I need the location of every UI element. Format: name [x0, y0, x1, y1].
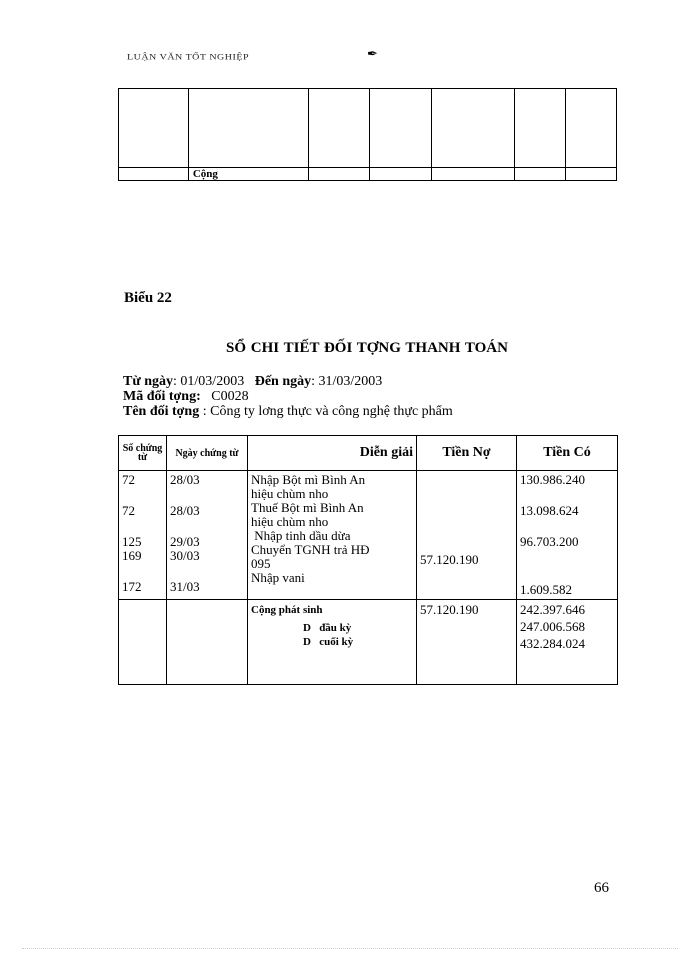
tien-no-column	[417, 471, 517, 600]
quill-pen-icon: ✒	[367, 46, 378, 61]
dien-giai-column	[248, 471, 417, 600]
page-header: LUẬN VĂN TỐT NGHIỆP	[127, 52, 249, 63]
so-value: 72	[122, 503, 135, 518]
ngay-value: 29/03	[170, 534, 200, 549]
cell	[370, 89, 432, 168]
cell	[515, 168, 566, 181]
total-label: Cộng	[188, 168, 308, 181]
cell	[515, 89, 566, 168]
so-value: 125	[122, 534, 142, 549]
dien-giai-line: 095	[251, 556, 271, 571]
tien-co-value: 1.609.582	[520, 582, 572, 597]
cell	[119, 168, 189, 181]
dien-giai-line: Nhập Bột mì Bình An	[251, 472, 366, 487]
cell	[432, 89, 515, 168]
col-header-tien-co: Tiền Có	[517, 436, 618, 471]
dien-giai-line: hiệu chùm nho	[251, 514, 329, 529]
totals-labels	[248, 600, 417, 685]
closing-co-value: 432.284.024	[520, 636, 585, 651]
so-value: 172	[122, 579, 142, 594]
dien-giai-line: hiệu chùm nho	[251, 486, 329, 501]
continued-table	[118, 88, 617, 181]
total-no-value: 57.120.190	[420, 602, 479, 617]
appendix-label: Biểu 22	[124, 290, 172, 306]
object-name-label: Tên đối tợng	[123, 404, 200, 419]
ngay-column	[167, 471, 248, 600]
object-code-label: Mã đối tợng:	[123, 389, 201, 404]
tien-co-value: 96.703.200	[520, 534, 579, 549]
object-name	[123, 404, 453, 419]
page-title: SỔ CHI TIẾT ĐỐI TỢNG THANH TOÁN	[226, 340, 508, 356]
cell	[188, 89, 308, 168]
ngay-value: 28/03	[170, 472, 200, 487]
so-value: 169	[122, 548, 142, 563]
page-number: 66	[594, 880, 609, 896]
date-from-value: : 01/03/2003	[173, 374, 245, 389]
object-code	[123, 389, 249, 404]
cell	[167, 600, 248, 685]
object-name-value: : Công ty lơng thực và công nghệ thực phẩm	[202, 404, 453, 419]
totals-label: Cộng phát sinh	[251, 604, 323, 616]
col-header-ngay: Ngày chứng từ	[167, 436, 248, 471]
col-header-so: Số chứng từ	[119, 436, 167, 471]
cell	[566, 168, 617, 181]
cell	[370, 168, 432, 181]
col-header-tien-no: Tiền Nợ	[417, 436, 517, 471]
opening-co-value: 247.006.568	[520, 619, 585, 634]
date-to-label: Đến ngày	[254, 374, 312, 389]
totals-no	[417, 600, 517, 685]
cell	[119, 89, 189, 168]
cell	[119, 600, 167, 685]
dien-giai-line: Chuyển TGNH trả HĐ	[251, 542, 370, 557]
cell	[308, 168, 370, 181]
cell	[308, 89, 370, 168]
tien-co-value: 130.986.240	[520, 472, 585, 487]
col-header-dien-giai: Diễn giải	[248, 436, 417, 471]
tien-co-value: 13.098.624	[520, 503, 579, 518]
opening-balance-label: D đầu kỳ	[303, 622, 352, 634]
totals-co	[517, 600, 618, 685]
so-value: 72	[122, 472, 135, 487]
cell	[432, 168, 515, 181]
tien-no-value: 57.120.190	[420, 552, 479, 567]
ledger-table	[118, 435, 618, 685]
ngay-value: 30/03	[170, 548, 200, 563]
page-edge-divider	[22, 948, 678, 949]
tien-co-column	[517, 471, 618, 600]
dien-giai-line: Thuế Bột mì Bình An	[251, 500, 364, 515]
object-code-value: C0028	[211, 389, 249, 404]
date-to-value: : 31/03/2003	[311, 374, 383, 389]
date-range	[123, 374, 382, 389]
dien-giai-line: Nhập tinh dầu dừa	[251, 528, 351, 543]
cell	[566, 89, 617, 168]
total-co-value: 242.397.646	[520, 602, 585, 617]
date-from-label: Từ ngày	[123, 374, 174, 389]
ngay-value: 28/03	[170, 503, 200, 518]
closing-balance-label: D cuối kỳ	[303, 636, 354, 648]
dien-giai-line: Nhập vani	[251, 570, 305, 585]
ngay-value: 31/03	[170, 579, 200, 594]
so-column	[119, 471, 167, 600]
